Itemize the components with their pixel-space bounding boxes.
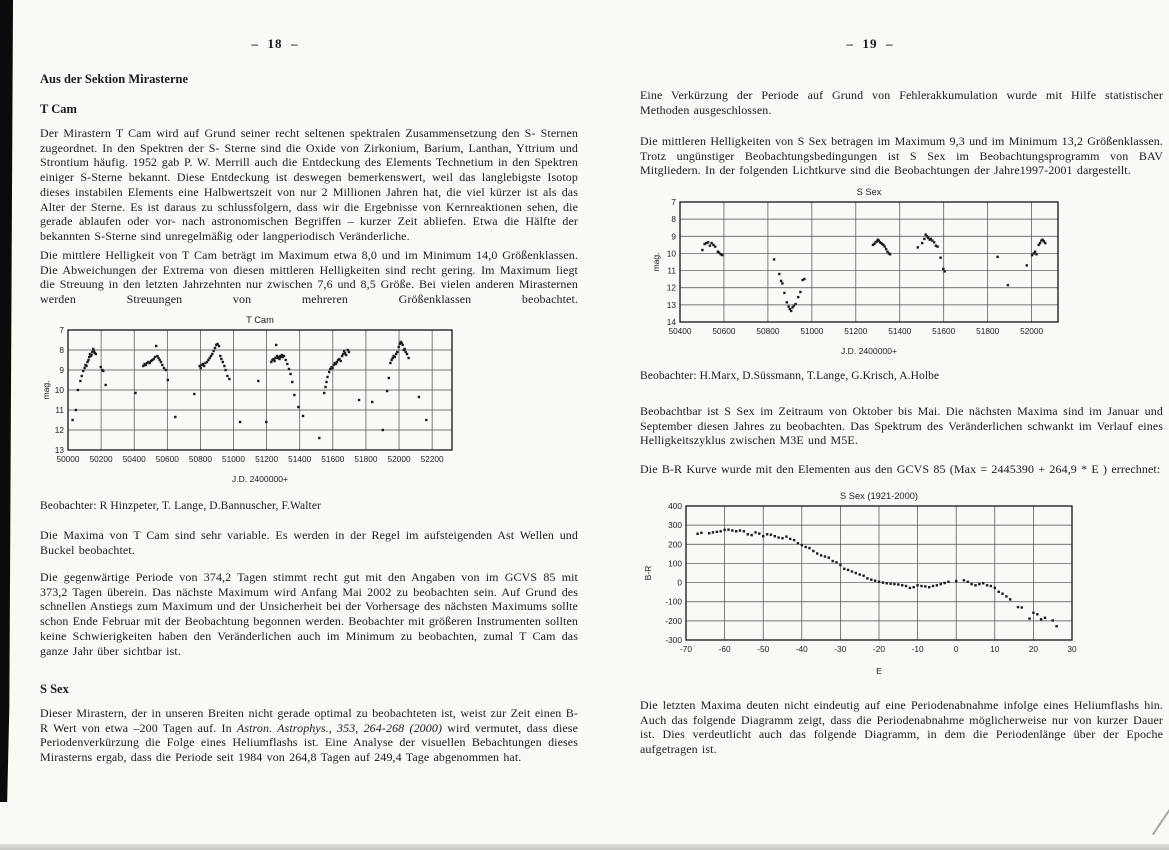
right-paragraph-3: Beobachtbar ist S Sex im Zeitraum von Oktober bis Mai. Die nächsten Maxima sind im Januar und September diesen Jahres zu beobachten. Das Spektrum des Veränderlichen schwankt im Verlauf eines Helligkeitszyklus zwischen M3E und M5E.	[640, 404, 1163, 448]
svg-text:50000: 50000	[56, 454, 80, 464]
svg-text:-30: -30	[834, 644, 847, 654]
svg-text:50200: 50200	[89, 454, 113, 464]
svg-text:50800: 50800	[188, 454, 212, 464]
ssex-observers: Beobachter: H.Marx, D.Süssmann, T.Lange, G.Krisch, A.Holbe	[640, 370, 940, 382]
svg-text:30: 30	[1067, 644, 1077, 654]
svg-text:8: 8	[671, 214, 676, 225]
svg-text:J.D. 2400000+: J.D. 2400000+	[231, 474, 289, 484]
svg-text:7: 7	[671, 197, 676, 207]
svg-text:9: 9	[671, 231, 676, 242]
svg-text:12: 12	[54, 425, 64, 435]
svg-text:E: E	[876, 666, 882, 676]
svg-text:13: 13	[54, 445, 64, 455]
ssex-paragraph-1-pre: Dieser Mirastern, der in unseren Breiten nicht gerade optimal zu beobachteten ist, weist zur Zeit einen B-R Wert von etwa –200 Tagen auf. In	[40, 706, 578, 735]
svg-text:11: 11	[55, 405, 64, 415]
ssex-br-chart	[642, 490, 1086, 682]
svg-text:51400: 51400	[288, 454, 312, 464]
svg-text:10: 10	[54, 385, 64, 395]
svg-text:-200: -200	[665, 615, 682, 626]
section-heading: Aus der Sektion Mirasterne	[40, 72, 189, 86]
tcam-chart	[40, 312, 470, 490]
svg-text:-40: -40	[795, 644, 808, 654]
page-number-19: – 19 –	[846, 36, 894, 51]
svg-text:51000: 51000	[800, 326, 824, 336]
svg-text:-60: -60	[718, 644, 731, 654]
tcam-paragraph-2: Die mittlere Helligkeit von T Cam beträgt im Maximum etwa 8,0 und im Minimum 14,0 Größenklassen. Die Abweichungen der Extrema von diesen mittleren Helligkeiten sind recht gering. Im Maximum liegt die Streuung in den letzten Jahrzehnten nur zwischen 7,6 und 8,5 Größe. Bei vielen anderen Mirasternen werden Streuungen von mehreren Größenklassen beobachtet.	[40, 248, 578, 307]
svg-text:50800: 50800	[756, 326, 780, 336]
svg-text:mag.: mag.	[41, 380, 51, 400]
tcam-heading: T Cam	[40, 102, 77, 116]
svg-text:52200: 52200	[420, 454, 444, 464]
ssex-paragraph-1-post: wird vermutet, dass diese Periodenverkürzung die Folge eines Heliumflashs ist. Eine Analyse der visuellen Bebachtungen dieses Mirasterns ergab, dass die Periode seit 1984 von 264,8 Tagen auf 249,4 Tage abgenommen hat.	[40, 720, 579, 765]
ssex-lightcurve-chart	[650, 184, 1074, 362]
svg-text:-10: -10	[911, 644, 924, 654]
ssex-heading: S Sex	[40, 682, 69, 696]
svg-text:9: 9	[59, 365, 64, 375]
svg-text:51800: 51800	[354, 454, 378, 464]
svg-text:B-R: B-R	[643, 565, 653, 581]
right-paragraph-5: Die letzten Maxima deuten nicht eindeutig auf eine Periodenabnahme infolge eines Heliumflashs hin. Auch das folgende Diagramm zeigt, dass die Periodenabnahme möglicherweise nur von kurzer Dauer ist. Dies verdeutlicht auch das folgende Diagramm, in dem die Periodenlänge über der Epoche aufgetragen ist.	[640, 698, 1163, 757]
svg-text:S Sex: S Sex	[856, 187, 882, 197]
svg-text:8: 8	[59, 345, 64, 355]
tcam-paragraph-3: Die Maxima von T Cam sind sehr variable. Es werden in der Regel im aufsteigenden Ast Wellen und Buckel beobachtet.	[40, 528, 578, 557]
svg-text:0: 0	[953, 644, 959, 654]
svg-text:J.D. 2400000+: J.D. 2400000+	[840, 346, 898, 356]
svg-text:51800: 51800	[976, 326, 1000, 336]
svg-text:10: 10	[666, 248, 676, 259]
svg-text:0: 0	[677, 577, 682, 588]
svg-text:50600: 50600	[155, 454, 179, 464]
scan-border-bottom	[0, 844, 1169, 850]
svg-text:-20: -20	[873, 644, 885, 654]
tcam-paragraph-1: Der Mirastern T Cam wird auf Grund seiner recht seltenen spektralen Zusammensetzung den S- Sternen zugeordnet. In den Spektren der S- Sterne sind die Oxide von Zirkonium, Barium, Lanthan, Yttrium und Strontium häufig. 1952 gab P. W. Merrill auch die Entdeckung des Elements Technetium in den Spektren einiger S-Sterne bekannt. Diese Entdeckung ist deswegen bemerkenswert, weil das langlebigste Isotop dieses instabilen Elements eine Halbwertszeit von nur 2 Millionen Jahren hat, die viel kürzer ist als das Alter der Sterne. Es ist daraus zu schlussfolgern, dass wir die Ergebnisse von Kernreaktionen sehen, die gerade ablaufen oder vor- nach astronomischen Begriffen – kurzer Zeit abliefen. Etwa die Hälfte der bekannten S-Sterne sind unregelmäßig oder langperiodisch Veränderliche.	[40, 126, 578, 243]
svg-text:-300: -300	[665, 635, 682, 645]
svg-text:S Sex (1921-2000): S Sex (1921-2000)	[839, 491, 919, 501]
svg-text:12: 12	[666, 282, 676, 293]
scan-border-left	[0, 0, 13, 802]
svg-text:51200: 51200	[255, 454, 279, 464]
svg-text:51200: 51200	[844, 326, 868, 336]
ssex-paragraph-1-citation: Astron. Astrophys., 353, 264-268 (2000)	[236, 720, 443, 735]
scan-scratch-mark	[1152, 801, 1169, 835]
svg-text:50400: 50400	[122, 454, 146, 464]
svg-text:51600: 51600	[321, 454, 345, 464]
right-paragraph-2: Die mittleren Helligkeiten von S Sex betragen im Maximum 9,3 und im Minimum 13,2 Größenklassen. Trotz ungünstiger Beobachtungsbedingungen ist S Sex im Beobachtungsprogramm von BAV Mitgliedern. In der folgenden Lichtkurve sind die Beobachtungen der Jahre1997-2001 dargestellt.	[640, 134, 1163, 178]
svg-text:51000: 51000	[221, 454, 246, 464]
svg-text:52000: 52000	[1020, 326, 1044, 336]
svg-text:T Cam: T Cam	[246, 315, 274, 325]
page-number-18: – 18 –	[251, 36, 299, 51]
svg-text:200: 200	[668, 539, 682, 550]
svg-text:20: 20	[1028, 644, 1039, 654]
right-paragraph-1: Eine Verkürzung der Periode auf Grund von Fehlerakkumulation wurde mit Hilfe statistischer Methoden ausgeschlossen.	[640, 88, 1163, 117]
svg-text:10: 10	[990, 644, 1000, 654]
svg-text:51600: 51600	[932, 326, 956, 336]
svg-text:52000: 52000	[387, 454, 411, 464]
svg-text:300: 300	[668, 520, 682, 531]
svg-text:-100: -100	[665, 596, 682, 607]
tcam-paragraph-4: Die gegenwärtige Periode von 374,2 Tagen stimmt recht gut mit den Angaben von im GCVS 85 mit 373,2 Tagen überein. Das nächste Maximum wird Anfang Mai 2002 zu beobachten sein. Auf Grund des schnellen Anstiegs zum Maximum und der Unsicherheit bei der Vorhersage des nächsten Maximums sollte schon Ende Februar mit der Beobachtung begonnen werden. Beobachter mit größeren Instrumenten sollten keine Schwierigkeiten haben den Veränderlichen auch im Minimum zu beobachten, zumal T Cam das ganze Jahr über sichtbar ist.	[40, 570, 578, 658]
svg-text:100: 100	[668, 558, 682, 569]
tcam-observers: Beobachter: R Hinzpeter, T. Lange, D.Bannuscher, F.Walter	[40, 500, 321, 512]
svg-text:mag.: mag.	[651, 252, 661, 272]
svg-text:13: 13	[666, 299, 676, 310]
svg-text:14: 14	[666, 317, 676, 327]
svg-text:-50: -50	[757, 644, 770, 654]
ssex-paragraph-1	[40, 706, 578, 765]
svg-text:50600: 50600	[712, 326, 736, 336]
svg-text:7: 7	[59, 325, 64, 335]
right-paragraph-4: Die B-R Kurve wurde mit den Elementen aus den GCVS 85 (Max = 2445390 + 264,9 * E ) errechnet:	[640, 462, 1161, 476]
svg-text:11: 11	[667, 265, 676, 276]
svg-text:-70: -70	[680, 644, 692, 654]
svg-text:400: 400	[668, 501, 682, 511]
svg-text:50400: 50400	[668, 326, 692, 336]
svg-text:51400: 51400	[888, 326, 912, 336]
